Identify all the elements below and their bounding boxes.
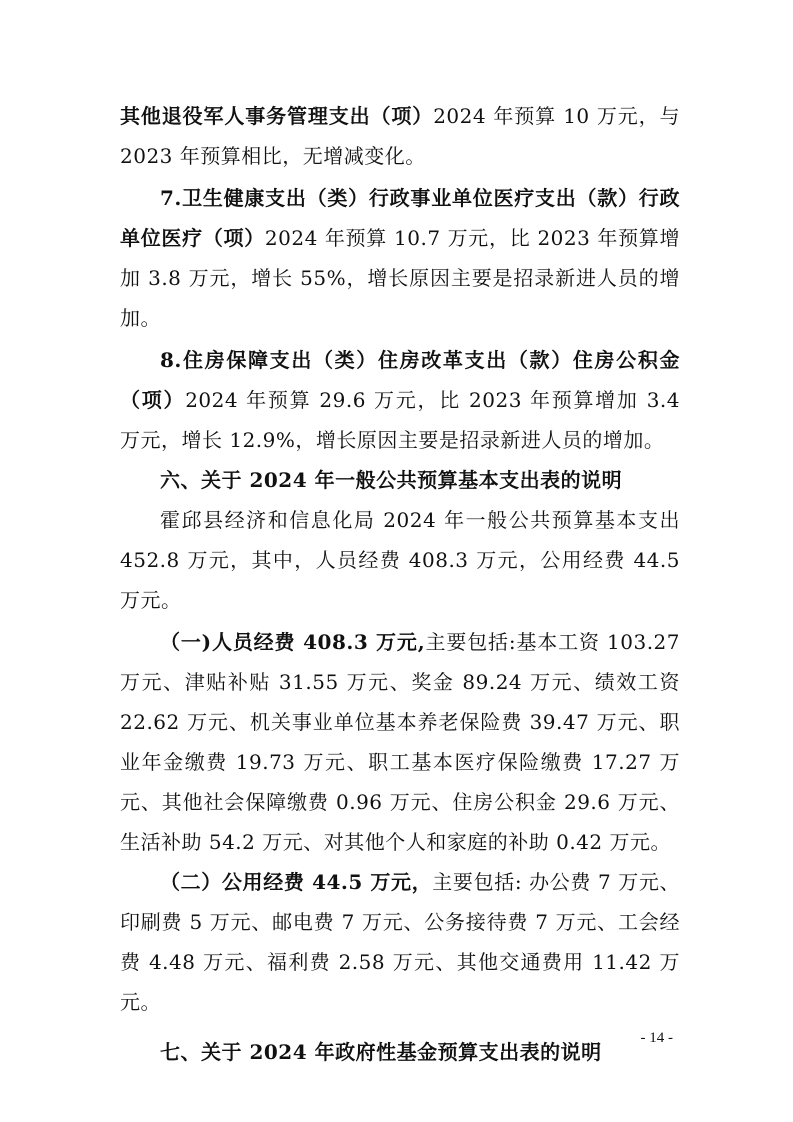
paragraph-public-funds bbox=[120, 862, 680, 1022]
item-text: 2024 年预算 10.7 万元，比 2023 年预算增加 3.8 万元，增长 55%，增长原因主要是招录新进人员的增加。 bbox=[120, 226, 681, 330]
body-text bbox=[120, 96, 680, 1072]
paragraph-veterans-affairs bbox=[120, 96, 680, 176]
paragraph-personnel-funds bbox=[120, 622, 680, 862]
item-text: 2024 年预算 29.6 万元，比 2023 年预算增加 3.4 万元，增长 12.9%，增长原因主要是招录新进人员的增加。 bbox=[120, 388, 681, 452]
paragraph-housing-expenditure bbox=[120, 340, 680, 460]
item-text: 主要包括:基本工资 103.27 万元、津贴补贴 31.55 万元、奖金 89.24 万元、绩效工资 22.62 万元、机关事业单位基本养老保险费 39.47 万元、职业年金缴费 19.73 万元、职工基本医疗保险缴费 17.27 万元、其他社会保障缴费 0.96 万元、住房公积金 29.6 万元、生活补助 54.2 万元、对其他个人和家庭的补助 0.42 万元。 bbox=[120, 630, 680, 854]
item-heading: （二）公用经费 44.5 万元， bbox=[160, 870, 433, 894]
item-heading: 8.住房保障支出（类）住房改革支出（款）住房公积金（项） bbox=[120, 348, 680, 412]
item-heading: 7.卫生健康支出（类）行政事业单位医疗支出（款）行政单位医疗（项） bbox=[120, 186, 680, 250]
paragraph-basic-expenditure: 霍邱县经济和信息化局 2024 年一般公共预算基本支出 452.8 万元，其中，人员经费 408.3 万元，公用经费 44.5 万元。 bbox=[120, 508, 680, 612]
item-heading: 其他退役军人事务管理支出（项） bbox=[120, 104, 434, 128]
item-text: 主要包括: 办公费 7 万元、印刷费 5 万元、邮电费 7 万元、公务接待费 7 万元、工会经费 4.48 万元、福利费 2.58 万元、其他交通费用 11.42 万元。 bbox=[120, 870, 680, 1014]
item-text: 2024 年预算 10 万元，与 2023 年预算相比，无增减变化。 bbox=[120, 104, 681, 168]
item-heading: （一)人员经费 408.3 万元, bbox=[160, 630, 426, 654]
section-heading-6: 六、关于 2024 年一般公共预算基本支出表的说明 bbox=[160, 468, 623, 492]
paragraph-health-expenditure bbox=[120, 178, 680, 338]
page-number: - 14 - bbox=[640, 1030, 673, 1046]
section-heading-7: 七、关于 2024 年政府性基金预算支出表的说明 bbox=[160, 1040, 602, 1064]
